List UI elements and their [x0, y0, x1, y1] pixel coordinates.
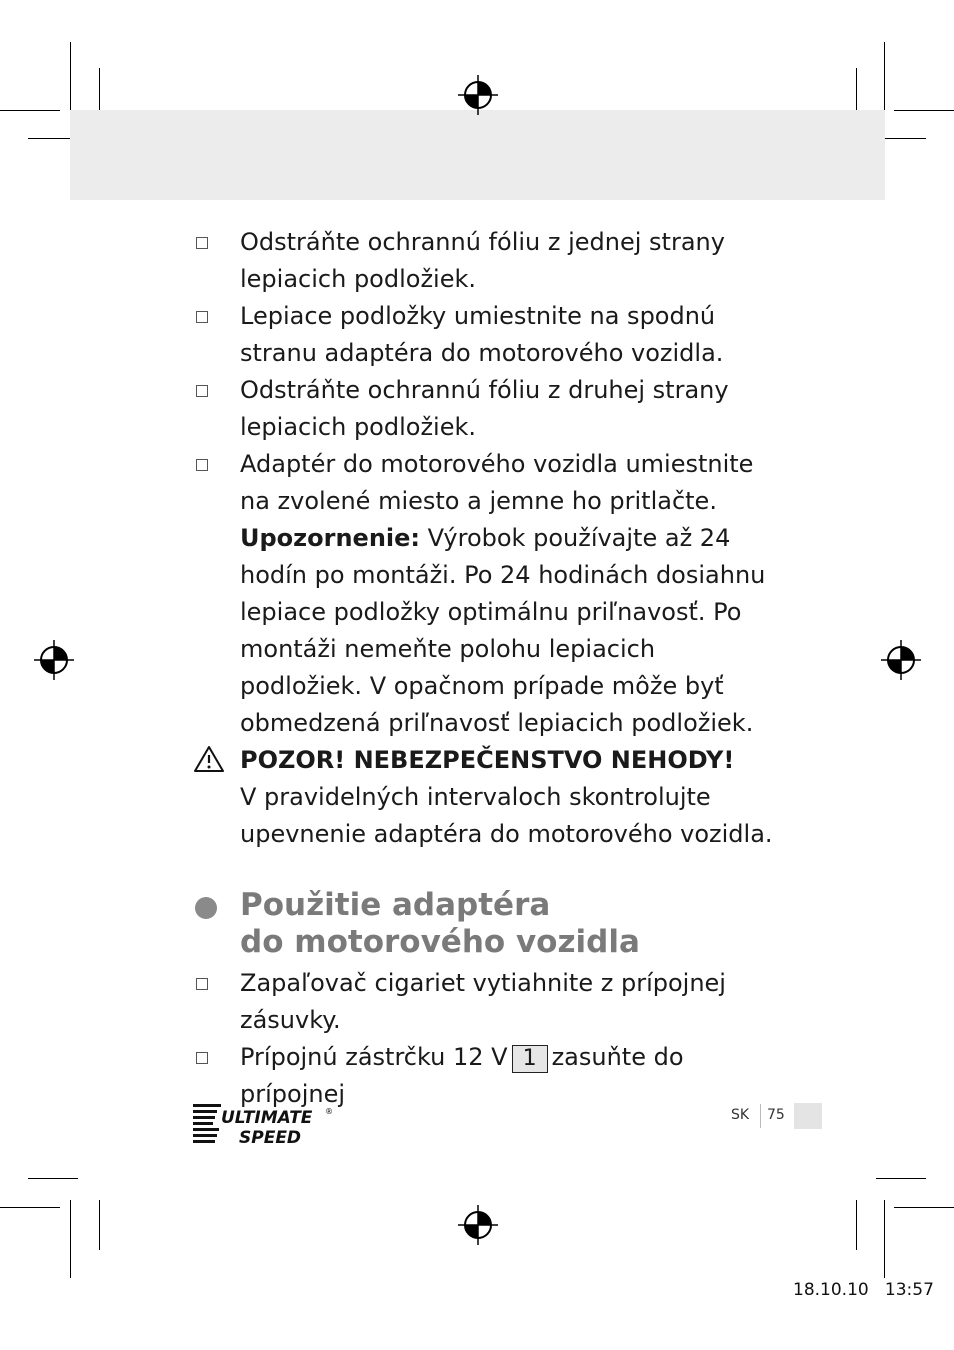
page-content	[193, 224, 783, 1113]
crop-mark	[0, 110, 60, 111]
svg-text:ULTIMATE: ULTIMATE	[221, 1108, 313, 1128]
ultimate-speed-logo	[193, 1102, 335, 1148]
list-item: Adaptér do motorového vozidla umiestnite na zvolené miesto a jemne ho pritlačte.	[193, 446, 783, 520]
footer-language: SK	[731, 1107, 750, 1123]
crop-mark	[70, 1200, 71, 1278]
print-timestamp: 18.10.10 13:57	[793, 1280, 934, 1300]
part-reference-badge: 1	[512, 1045, 548, 1073]
crop-mark	[99, 1200, 100, 1250]
checkbox-bullet-icon	[196, 385, 208, 397]
warning-title: POZOR! NEBEZPEČENSTVO NEHODY!	[240, 746, 735, 774]
registration-target-icon	[34, 640, 74, 680]
svg-text:SPEED: SPEED	[239, 1128, 302, 1148]
list-item: Lepiace podložky umiestnite na spodnú stranu adaptéra do motorového vozidla.	[193, 298, 783, 372]
note-block	[193, 520, 783, 742]
warning-triangle-icon	[193, 744, 225, 774]
list-item: Prípojnú zástrčku 12 V 1 zasuňte do prípojnej	[193, 1039, 783, 1113]
note-label: Upozornenie:	[240, 524, 420, 552]
checkbox-bullet-icon	[196, 459, 208, 471]
header-band	[70, 110, 885, 200]
crop-mark	[28, 1178, 78, 1179]
crop-mark	[0, 1207, 60, 1208]
registration-target-icon	[458, 1205, 498, 1245]
svg-text:®: ®	[325, 1107, 333, 1116]
footer-tab-block	[794, 1103, 822, 1129]
note-text: Výrobok používajte až 24 hodín po montáži. Po 24 hodinách dosiahnu lepiace podložky optimálnu priľnavosť. Po montáži nemeňte polohu lepiacich podložiek. V opačnom prípade môže byť obmedzená priľnavosť lepiacich podložiek.	[240, 524, 766, 737]
crop-mark	[884, 1200, 885, 1278]
checkbox-bullet-icon	[196, 237, 208, 249]
section-heading: Použitie adaptéra do motorového vozidla	[193, 887, 783, 961]
registration-target-icon	[881, 640, 921, 680]
crop-mark	[894, 1207, 954, 1208]
crop-mark	[856, 1200, 857, 1250]
warning-text: V pravidelných intervaloch skontrolujte upevnenie adaptéra do motorového vozidla.	[240, 783, 773, 848]
warning-block	[193, 742, 783, 853]
list-item: Odstráňte ochrannú fóliu z druhej strany lepiacich podložiek.	[193, 372, 783, 446]
section-bullet-icon	[195, 897, 217, 919]
checkbox-bullet-icon	[196, 978, 208, 990]
crop-mark	[894, 110, 954, 111]
list-item: Odstráňte ochrannú fóliu z jednej strany lepiacich podložiek.	[193, 224, 783, 298]
page-number: 75	[767, 1107, 785, 1123]
crop-mark	[876, 1178, 926, 1179]
footer-divider	[760, 1104, 761, 1128]
list-item: Zapaľovač cigariet vytiahnite z prípojnej zásuvky.	[193, 965, 783, 1039]
registration-target-icon	[458, 75, 498, 115]
checkbox-bullet-icon	[196, 311, 208, 323]
checkbox-bullet-icon	[196, 1052, 208, 1064]
